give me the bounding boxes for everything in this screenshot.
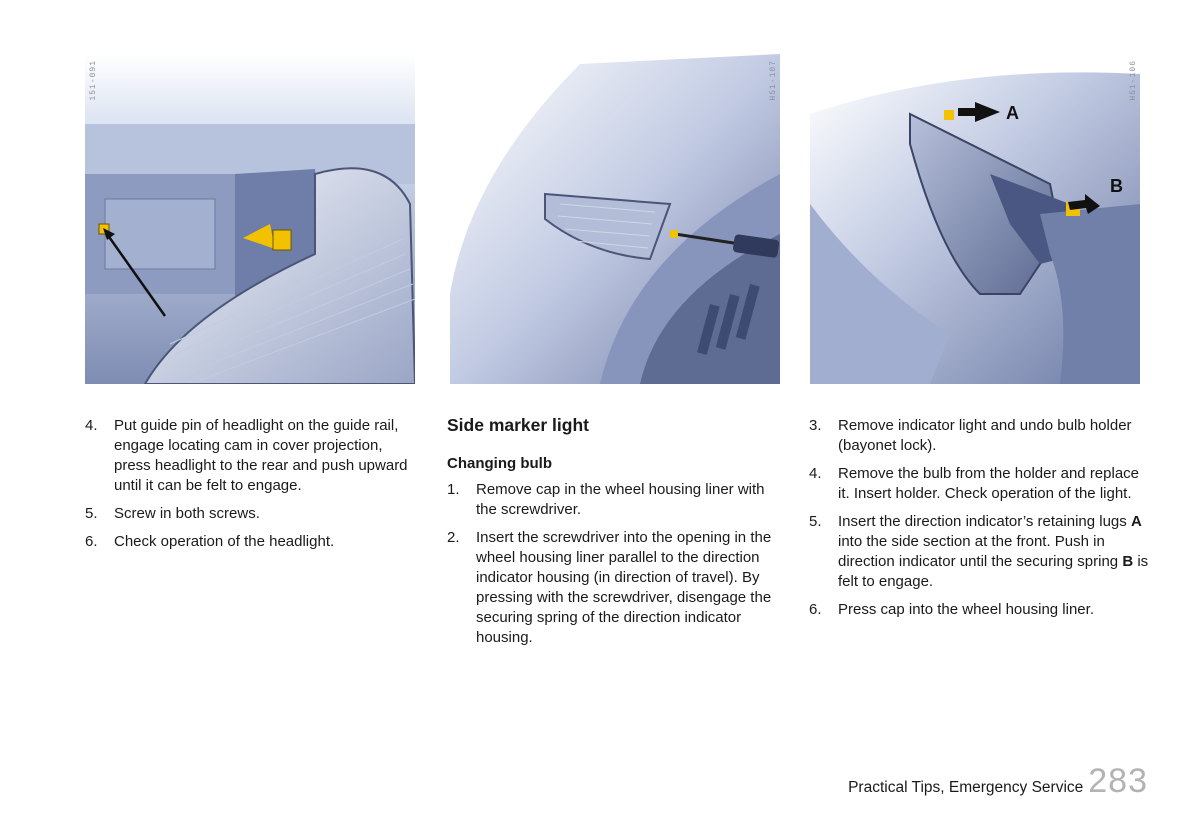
page-footer [848, 762, 1148, 801]
step-number: 2. [447, 529, 460, 546]
step-text: Insert the screwdriver into the opening in the wheel housing liner parallel to the direction indicator housing (in direction of travel). By pressing with the screwdriver, disengage the securing spring of the direction indicator housing. [476, 529, 772, 646]
label-a: A [1006, 103, 1019, 123]
list-item [85, 416, 415, 496]
key-label-a: A [1130, 513, 1142, 530]
step-text: Insert the direction indicator’s retaining lugs [838, 513, 1131, 530]
indicator-illustration [810, 54, 1140, 384]
figure-code: 151-091 [89, 60, 98, 101]
right-column [809, 416, 1154, 628]
step-text: Put guide pin of headlight on the guide rail, engage locating cam in cover projection, press headlight to the rear and push upward until it can be felt to engage. [114, 417, 408, 494]
bulb-change-steps [447, 480, 787, 648]
left-column [85, 416, 415, 560]
figure-code: H51-107 [769, 60, 778, 101]
list-item [809, 416, 1154, 456]
page-number: 283 [1088, 762, 1148, 800]
section-title: Practical Tips, Emergency Service [848, 779, 1084, 796]
list-item [447, 480, 787, 520]
side-marker-figure [450, 54, 780, 384]
list-item [85, 504, 415, 524]
subsection-heading: Changing bulb [447, 455, 552, 472]
label-b: B [1110, 176, 1123, 196]
step-number: 1. [447, 481, 460, 498]
middle-column [447, 414, 787, 656]
indicator-steps [809, 416, 1154, 620]
step-number: 6. [809, 601, 822, 618]
list-item [447, 528, 787, 648]
step-number: 4. [85, 417, 98, 434]
step-number: 4. [809, 465, 822, 482]
step-number: 5. [85, 505, 98, 522]
headlight-installation-figure [85, 54, 415, 384]
list-item [809, 600, 1154, 620]
step-text: into the side section at the front. Push in direction indicator until the securing spring [838, 533, 1123, 570]
list-item [809, 464, 1154, 504]
step-text: is felt to engage. [838, 553, 1149, 590]
step-text: Press cap into the wheel housing liner. [838, 601, 1094, 618]
side-marker-illustration [450, 54, 780, 384]
indicator-removal-figure [810, 54, 1140, 384]
figure-code: H51-106 [1129, 60, 1138, 101]
list-item [85, 532, 415, 552]
step-text: Remove cap in the wheel housing liner with the screwdriver. [476, 481, 765, 518]
key-label-b: B [1122, 553, 1134, 570]
step-text: Check operation of the headlight. [114, 533, 335, 550]
step-number: 3. [809, 417, 822, 434]
step-number: 6. [85, 533, 98, 550]
step-number: 5. [809, 513, 822, 530]
headlight-illustration [85, 54, 415, 384]
list-item [809, 512, 1154, 592]
step-text: Screw in both screws. [114, 505, 260, 522]
headlight-steps [85, 416, 415, 552]
section-heading: Side marker light [447, 415, 589, 435]
step-text: Remove the bulb from the holder and replace it. Insert holder. Check operation of the light. [838, 465, 1140, 502]
step-text: Remove indicator light and undo bulb holder (bayonet lock). [838, 417, 1132, 454]
